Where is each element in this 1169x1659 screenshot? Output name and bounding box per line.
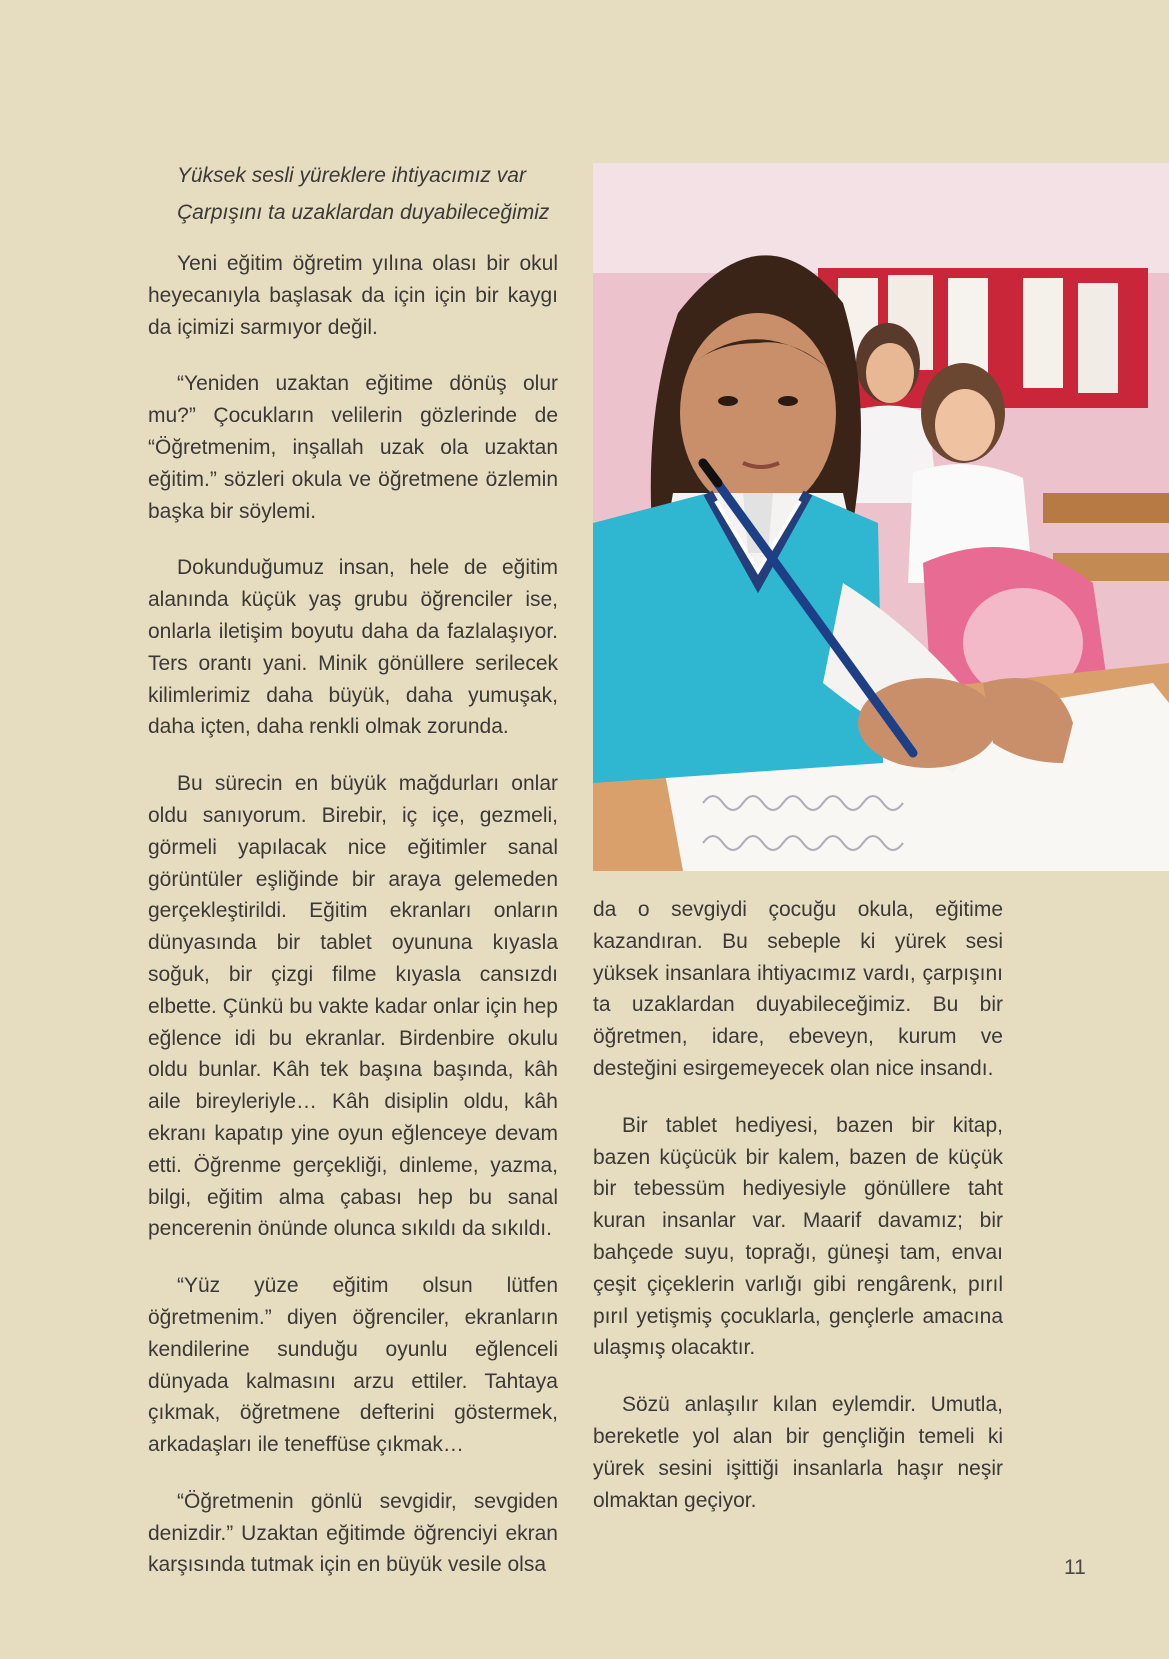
paragraph: “Yüz yüze eğitim olsun lütfen öğretmenim.” diyen öğrenciler, ekranların kendilerine sunduğu oyunlu eğlenceli dünyada kalmasını arzu ettiler. Tahtaya çıkmak, öğretmene defterini göstermek, arkadaşları ile teneffüse çıkmak… xyxy=(148,1274,558,1457)
paragraph: “Öğretmenin gönlü sevgidir, sevgiden denizdir.” Uzaktan eğitimde öğrenciyi ekran karşısında tutmak için en büyük vesile olsa xyxy=(148,1489,558,1577)
girl-hand xyxy=(858,678,998,768)
right-column xyxy=(593,894,1003,1541)
classroom-illustration xyxy=(593,163,1169,871)
paragraph: Bu sürecin en büyük mağdurları onlar oldu sanıyorum. Birebir, iç içe, gezmeli, görmeli yapılacak nice eğitimler sanal görüntüler eşliğinde bir araya gelemeden gerçekleştirildi. Eğitim ekranları onların dünyasında bir tablet oyununa kıyasla soğuk, bir çizgi filme kıyasla cansızdı elbette. Çünkü bu vakte kadar onlar için hep eğlence idi bu ekranlar. Birdenbire okulu oldu bunlar. Kâh tek başına başında, kâh aile bireyleriyle… Kâh disiplin oldu, kâh ekranı kapatıp yine oyun eğlenceye devam etti. Öğrenme gerçekliği, dinleme, yazma, bilgi, eğitim alma çabası hep bu sanal pencerenin önünde olunca sıkıldı da sıkıldı. xyxy=(148,772,558,1241)
paragraph: Yeni eğitim öğretim yılına olası bir okul heyecanıyla başlasak da için için bir kaygı da içimizi sarmıyor değil. xyxy=(148,252,558,339)
verse-line: Çarpışını ta uzaklardan duyabileceğimiz xyxy=(177,201,550,224)
paragraph: Sözü anlaşılır kılan eylemdir. Umutla, bereketle yol alan bir gençliğin temeli ki yürek sesini işittiği insanlarla haşır neşir olmaktan geçiyor. xyxy=(593,1393,1003,1512)
paragraph: da o sevgiydi çocuğu okula, eğitime kazandıran. Bu sebeple ki yürek sesi yüksek insanlara ihtiyacımız vardı, çarpışını ta uzaklardan duyabileceğimiz. Bu bir öğretmen, idare, ebeveyn, kurum ve desteğini esirgemeyecek olan nice insandı. xyxy=(593,898,1003,1080)
paragraph: Dokunduğumuz insan, hele de eğitim alanında küçük yaş grubu öğrenciler ise, onlarla iletişim boyutu daha da fazlalaşıyor. Ters orantı yani. Minik gönüllere serilecek kilimlerimiz daha büyük, daha yumuşak, daha içten, daha renkli olmak zorunda. xyxy=(148,556,558,739)
verse-line: Yüksek sesli yüreklere ihtiyacımız var xyxy=(177,164,526,187)
paragraph: “Yeniden uzaktan eğitime dönüş olur mu?” Çocukların velilerin gözlerinde de “Öğretmenim, inşallah uzak ola uzaktan eğitim.” sözleri okula ve öğretmene özlemin başka bir söylemi. xyxy=(148,372,558,523)
classroom-photo xyxy=(593,163,1169,871)
verse-quote xyxy=(177,157,558,231)
page-number: 11 xyxy=(1064,1556,1086,1579)
left-column xyxy=(148,157,558,1606)
paragraph: Bir tablet hediyesi, bazen bir kitap, bazen küçücük bir kalem, bazen de küçük bir tebessüm hediyesiyle gönüllere taht kuran insanlar var. Maarif davamız; bir bahçede suyu, toprağı, güneşi tam, envaı çeşit çiçeklerin varlığı gibi rengârenk, pırıl pırıl yetişmiş çocuklarla, gençlerle amacına ulaşmış olacaktır. xyxy=(593,1113,1003,1360)
